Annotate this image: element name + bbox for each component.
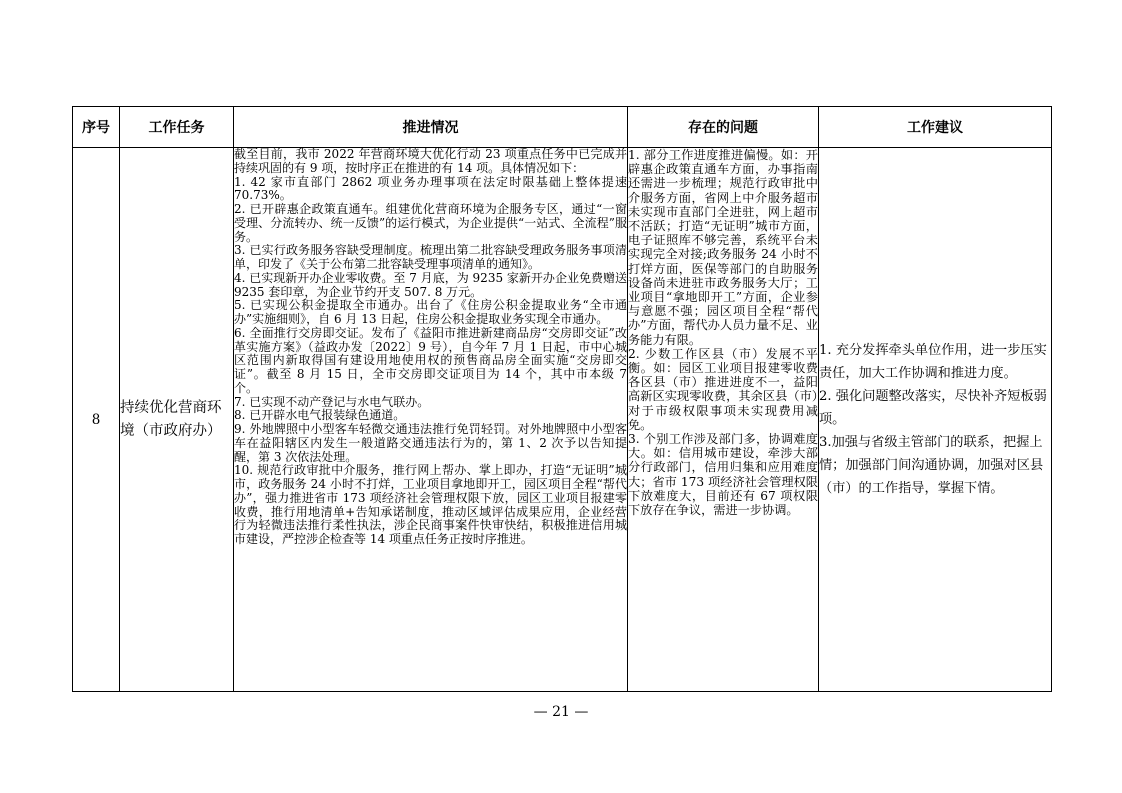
suggestion-item: 2. 强化问题整改落实，尽快补齐短板弱项。	[819, 389, 1047, 427]
header-problems: 存在的问题	[628, 107, 819, 148]
problem-item: 3. 个别工作涉及部门多，协调难度大。如：信用城市建设，牵涉大部分行政部门，信用归集和应用难度大；省市 173 项经济社会管理权限下放难度大，目前还有 67 项权限下放存在争议，需进一步协调。	[628, 432, 818, 518]
suggestion-item: 1. 充分发挥牵头单位作用，进一步压实责任，加大工作协调和推进力度。	[819, 343, 1047, 381]
header-task: 工作任务	[120, 107, 234, 148]
problem-item: 2. 少数工作区县（市）发展不平衡。如：园区工业项目报建零收费各区县（市）推进进度不一，益阳高新区实现零收费，其余区县（市）对于市级权限事项未实现费用减免。	[628, 346, 818, 432]
progress-item: 9. 外地牌照中小型客车轻微交通违法推行免罚轻罚。对外地牌照中小型客车在益阳辖区内发生一般道路交通违法行为的，第 1、2 次予以告知提醒，第 3 次依法处理。	[234, 422, 627, 464]
suggestion-item: 3.加强与省级主管部门的联系，把握上情；加强部门间沟通协调，加强对区县（市）的工作指导，掌握下情。	[819, 435, 1044, 496]
page-number: — 21 —	[533, 704, 589, 720]
row-progress	[234, 148, 628, 692]
progress-item: 截至目前，我市 2022 年营商环境大优化行动 23 项重点任务中已完成并持续巩固的有 9 项，按时序正在推进的有 14 项。具体情况如下：	[234, 147, 627, 175]
row-task: 持续优化营商环境（市政府办）	[120, 148, 234, 692]
progress-item: 2. 已开辟惠企政策直通车。组建优化营商环境为企服务专区，通过“一窗受理、分流转办、统一反馈”的运行模式，为企业提供“一站式、全流程”服务。	[234, 202, 627, 244]
header-progress: 推进情况	[234, 107, 628, 148]
header-row	[73, 107, 1052, 148]
problem-item: 1. 部分工作进度推进偏慢。如：开辟惠企政策直通车方面，办事指南还需进一步梳理；规范行政审批中介服务方面，省网上中介服务超市未实现市直部门全进驻，网上超市不活跃；打造“无证明”城市方面，电子证照库不够完善，系统平台未实现完全对接;政务服务 24 小时不打烊方面，医保等部门的自助服务设备尚未进驻市政务服务大厅；工业项目“拿地即开工”方面，企业参与意愿不强；园区项目全程“帮代办”方面，帮代办人员力量不足、业务能力有限。	[628, 148, 818, 347]
report-table	[72, 106, 1052, 692]
progress-item: 8. 已开辟水电气报装绿色通道。	[234, 408, 406, 423]
progress-item: 7. 已实现不动产登记与水电气联办。	[234, 394, 430, 409]
header-seq: 序号	[73, 107, 120, 148]
progress-item: 4. 已实现新开办企业零收费。至 7 月底，为 9235 家新开办企业免费赠送 9235 套印章，为企业节约开支 507. 8 万元。	[234, 270, 627, 299]
header-suggestions: 工作建议	[819, 107, 1052, 148]
progress-item: 5. 已实现公积金提取全市通办。出台了《住房公积金提取业务“全市通办”实施细则》，自 6 月 13 日起，住房公积金提取业务实现全市通办。	[234, 298, 627, 326]
row-problems	[628, 148, 819, 692]
row-suggestions	[819, 148, 1052, 692]
progress-item: 10. 规范行政审批中介服务，推行网上帮办、掌上即办，打造“无证明”城市，政务服务 24 小时不打烊，工业项目拿地即开工，园区项目全程“帮代办”，强力推进省市 173 项经济社会管理权限下放，园区工业项目报建零收费，推行用地清单+告知承诺制度，推动区域评估成果应用，企业经营行为轻微违法推行柔性执法，涉企民商事案件快审快结，积极推进信用城市建设，严控涉企检查等 14 项重点任务正按时序推进。	[234, 463, 627, 546]
table-row	[73, 148, 1052, 692]
progress-item: 3. 已实行政务服务容缺受理制度。梳理出第二批容缺受理政务服务事项清单，印发了《关于公布第二批容缺受理事项清单的通知》。	[234, 243, 627, 271]
progress-item: 1. 42 家市直部门 2862 项业务办理事项在法定时限基础上整体提速 70.73%。	[234, 174, 627, 203]
progress-item: 6. 全面推行交房即交证。发布了《益阳市推进新建商品房“交房即交证”改革实施方案》（益政办发〔2022〕9 号），自今年 7 月 1 日起，市中心城区范围内新取得国有建设用地使用权的预售商品房全面实施“交房即交证”。截至 8 月 15 日，全市交房即交证项目为 14 个，其中市本级 7 个。	[234, 325, 627, 395]
row-seq: 8	[73, 148, 120, 692]
